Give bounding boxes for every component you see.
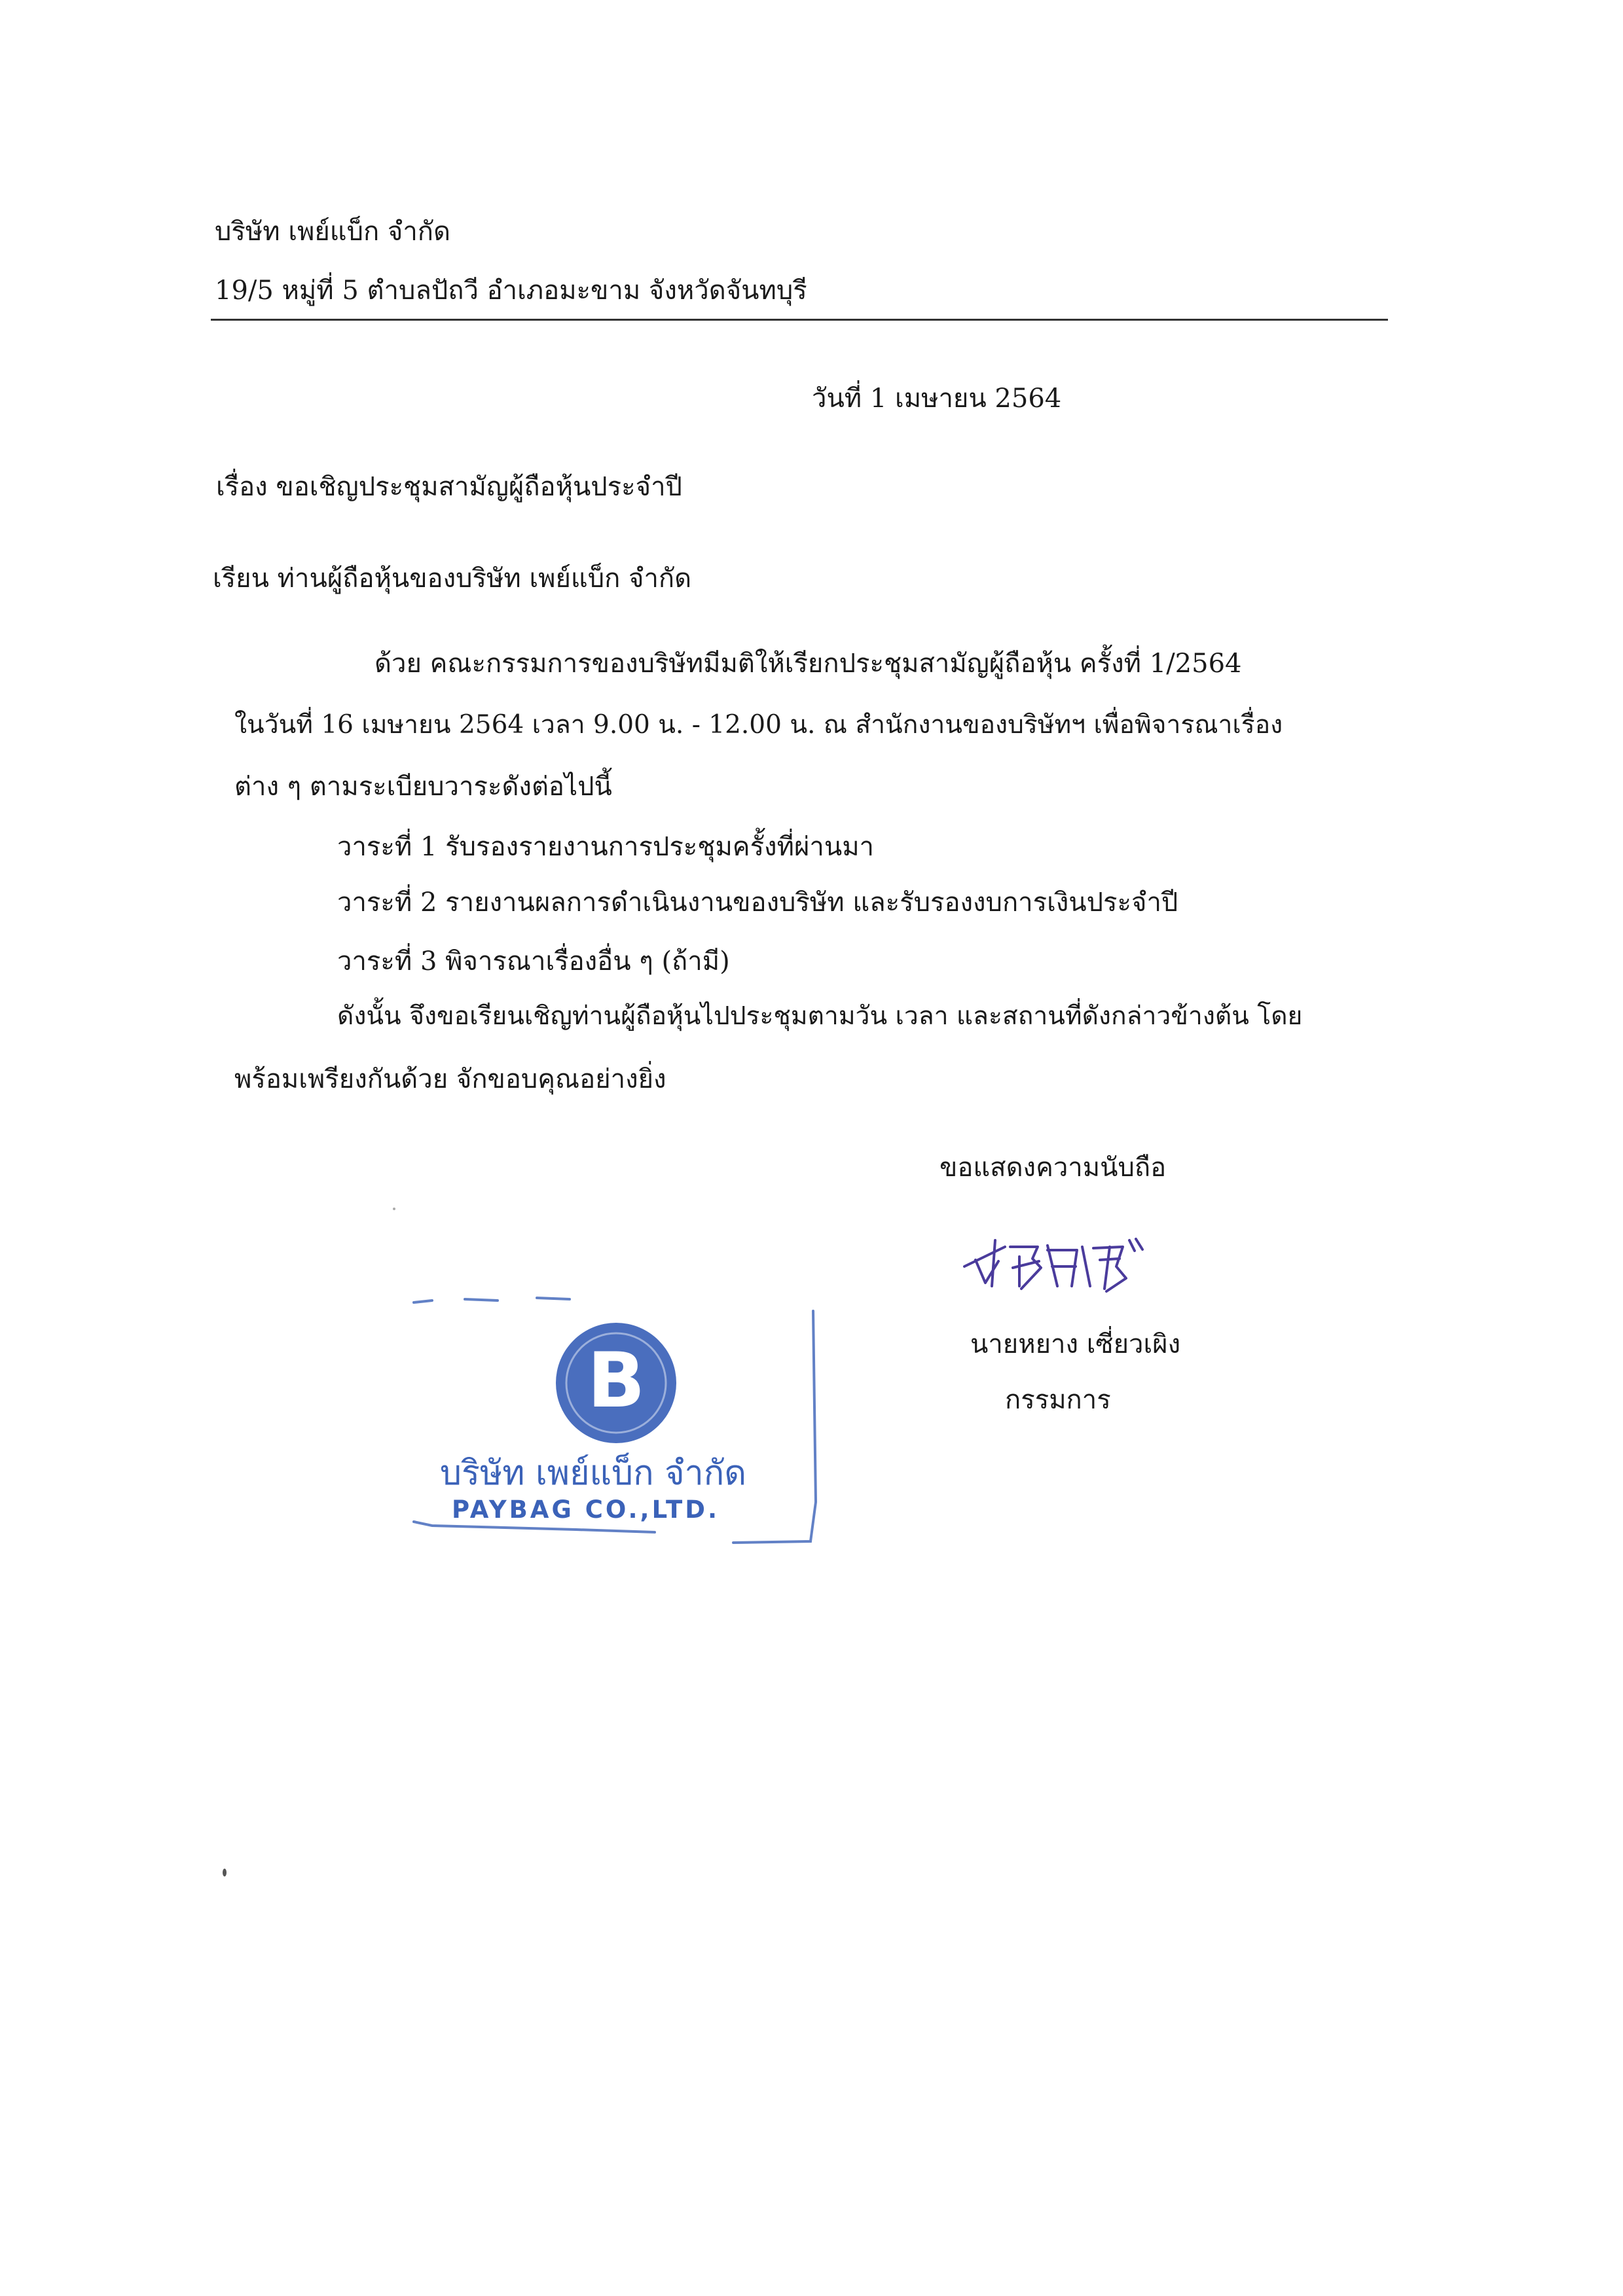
closing-line: พร้อมเพรียงกันด้วย จักขอบคุณอย่างยิ่ง (234, 1064, 666, 1094)
agenda-item: วาระที่ 1 รับรองรายงานการประชุมครั้งที่ผ่านมา (337, 832, 875, 862)
closing-line: ดังนั้น จึงขอเรียนเชิญท่านผู้ถือหุ้นไปประชุมตามวัน เวลา และสถานที่ดังกล่าวข้างต้น โดย (337, 1001, 1303, 1031)
signatory-name: นายหยาง เซี่ยวเผิง (970, 1329, 1181, 1359)
signature-salutation: ขอแสดงความนับถือ (939, 1153, 1167, 1183)
letter-date: วันที่ 1 เมษายน 2564 (812, 384, 1062, 414)
agenda-item: วาระที่ 3 พิจารณาเรื่องอื่น ๆ (ถ้ามี) (337, 946, 730, 977)
body-line: ด้วย คณะกรรมการของบริษัทมีมติให้เรียกประชุมสามัญผู้ถือหุ้น ครั้งที่ 1/2564 (374, 649, 1242, 679)
handwritten-signature (959, 1221, 1156, 1299)
company-name: บริษัท เพย์แบ็ก จำกัด (215, 217, 450, 247)
letter-recipient: เรียน ท่านผู้ถือหุ้นของบริษัท เพย์แบ็ก จำกัด (213, 564, 692, 594)
header-divider (211, 319, 1388, 321)
letter-subject: เรื่อง ขอเชิญประชุมสามัญผู้ถือหุ้นประจำปี (216, 472, 682, 502)
body-line: ในวันที่ 16 เมษายน 2564 เวลา 9.00 น. - 12.00 น. ณ สำนักงานของบริษัทฯ เพื่อพิจารณาเรื่อง (234, 710, 1283, 740)
scan-speck (393, 1208, 395, 1210)
stamp-name-english: PAYBAG CO.,LTD. (452, 1496, 720, 1524)
signatory-title: กรรมการ (1005, 1385, 1111, 1415)
body-line: ต่าง ๆ ตามระเบียบวาระดังต่อไปนี้ (234, 772, 612, 802)
stamp-name-thai: บริษัท เพย์แบ็ก จำกัด (440, 1454, 746, 1493)
agenda-item: วาระที่ 2 รายงานผลการดำเนินงานของบริษัท และรับรองงบการเงินประจำปี (337, 888, 1178, 918)
company-address: 19/5 หมู่ที่ 5 ตำบลปัถวี อำเภอมะขาม จังหวัดจันทบุรี (215, 276, 807, 306)
scan-speck (223, 1869, 227, 1876)
stamp-logo-letter: B (587, 1336, 646, 1425)
company-stamp (406, 1286, 826, 1548)
